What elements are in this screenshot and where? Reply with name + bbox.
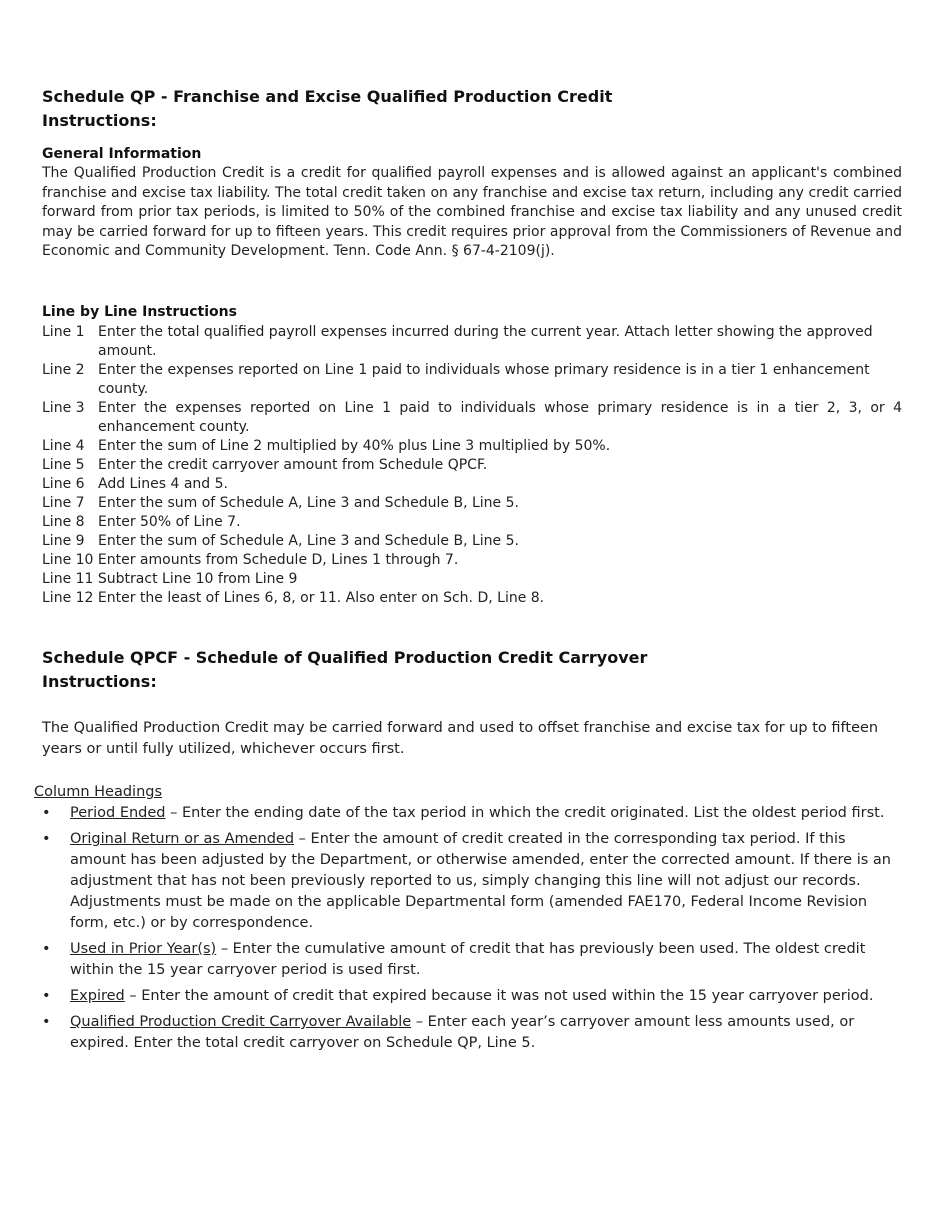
schedule-qpcf-instructions-label: Instructions: xyxy=(42,672,157,691)
list-item xyxy=(42,829,902,934)
line-label: Line 9 xyxy=(42,533,85,549)
line-label: Line 2 xyxy=(42,362,85,378)
column-term: Qualified Production Credit Carryover Available xyxy=(70,1014,412,1030)
line-text: Enter the expenses reported on Line 1 paid to individuals whose primary residence is in a tier 1 enhancement county. xyxy=(98,362,870,397)
list-item xyxy=(42,986,902,1007)
line-text: Enter the total qualified payroll expenses incurred during the current year. Attach letter showing the approved amount. xyxy=(98,324,873,359)
column-description: – Enter each year’s carryover amount less amounts used, or expired. Enter the total credit carryover on Schedule QP, Line 5. xyxy=(70,1014,855,1051)
line-text: Enter the sum of Schedule A, Line 3 and Schedule B, Line 5. xyxy=(98,495,519,511)
line-label: Line 10 xyxy=(42,552,94,568)
line-label: Line 6 xyxy=(42,476,85,492)
line-instruction xyxy=(42,399,902,437)
line-label: Line 3 xyxy=(42,400,85,416)
line-text: Enter the credit carryover amount from Schedule QPCF. xyxy=(98,457,488,473)
line-text: Enter the sum of Line 2 multiplied by 40% plus Line 3 multiplied by 50%. xyxy=(98,438,611,454)
column-term: Used in Prior Year(s) xyxy=(70,941,217,957)
line-text: Enter amounts from Schedule D, Lines 1 through 7. xyxy=(97,552,459,568)
line-instructions-list xyxy=(42,323,902,608)
qpcf-intro-text: The Qualified Production Credit may be carried forward and used to offset franchise and excise tax for up to fifteen years or until fully utilized, whichever occurs first. xyxy=(42,720,879,757)
line-instruction xyxy=(42,456,902,475)
bullet-marker: • xyxy=(42,941,51,957)
line-text: Enter the least of Lines 6, 8, or 11. Also enter on Sch. D, Line 8. xyxy=(97,590,545,606)
column-term: Period Ended xyxy=(70,805,166,821)
column-description: – Enter the cumulative amount of credit that has previously been used. The oldest credit within the 15 year carryover period is used first. xyxy=(70,941,866,978)
line-label: Line 7 xyxy=(42,495,85,511)
line-instruction xyxy=(42,323,902,361)
bullet-marker: • xyxy=(42,988,51,1004)
line-instruction xyxy=(42,513,902,532)
line-label: Line 12 xyxy=(42,590,94,606)
bullet-marker: • xyxy=(42,805,51,821)
line-instruction xyxy=(42,437,902,456)
line-text: Enter the sum of Schedule A, Line 3 and Schedule B, Line 5. xyxy=(98,533,519,549)
schedule-qp-title: Schedule QP - Franchise and Excise Qualified Production Credit xyxy=(42,87,613,106)
column-term: Expired xyxy=(70,988,125,1004)
column-term: Original Return or as Amended xyxy=(70,831,295,847)
line-text: Subtract Line 10 from Line 9 xyxy=(97,571,298,587)
list-item xyxy=(42,803,902,824)
column-headings-label: Column Headings xyxy=(34,784,163,800)
column-description: – Enter the ending date of the tax period in which the credit originated. List the oldest period first. xyxy=(165,805,885,821)
column-description: – Enter the amount of credit that expired because it was not used within the 15 year carryover period. xyxy=(124,988,874,1004)
schedule-qp-instructions-label: Instructions: xyxy=(42,111,157,130)
line-text: Enter 50% of Line 7. xyxy=(98,514,241,530)
line-instruction xyxy=(42,494,902,513)
general-information-heading: General Information xyxy=(42,146,202,162)
line-label: Line 5 xyxy=(42,457,85,473)
bullet-marker: • xyxy=(42,1014,51,1030)
line-instruction xyxy=(42,475,902,494)
general-information-text: The Qualified Production Credit is a credit for qualified payroll expenses and is allowed against an applicant's combined franchise and excise tax liability. The total credit taken on any franchise and excise tax return, including any credit carried forward from prior tax periods, is limited to 50% of the combined franchise and excise tax liability and any unused credit may be carried forward for up to fifteen years. This credit requires prior approval from the Commissioners of Revenue and Economic and Community Development. Tenn. Code Ann. § 67-4-2109(j). xyxy=(42,165,902,259)
schedule-qpcf-title: Schedule QPCF - Schedule of Qualified Production Credit Carryover xyxy=(42,648,648,667)
line-text: Add Lines 4 and 5. xyxy=(98,476,228,492)
list-item xyxy=(42,1012,902,1054)
bullet-marker: • xyxy=(42,831,51,847)
line-instruction xyxy=(42,570,902,589)
line-label: Line 8 xyxy=(42,514,85,530)
line-instruction xyxy=(42,532,902,551)
column-description: – Enter the amount of credit created in the corresponding tax period. If this amount has been adjusted by the Department, or otherwise amended, enter the corrected amount. If there is an adjustment that has not been previously reported to us, simply changing this line will not adjust our records. Adjustments must be made on the applicable Departmental form (amended FAE170, Federal Income Revision form, etc.) or by correspondence. xyxy=(70,831,891,931)
line-instruction xyxy=(42,551,902,570)
line-label: Line 11 xyxy=(42,571,94,587)
column-headings-list xyxy=(42,803,902,1059)
line-label: Line 1 xyxy=(42,324,85,340)
list-item xyxy=(42,939,902,981)
line-instruction xyxy=(42,589,902,608)
line-instruction xyxy=(42,361,902,399)
line-by-line-heading: Line by Line Instructions xyxy=(42,304,237,320)
line-text: Enter the expenses reported on Line 1 paid to individuals whose primary residence is in a tier 2, 3, or 4 enhancement county. xyxy=(98,400,902,435)
line-label: Line 4 xyxy=(42,438,85,454)
